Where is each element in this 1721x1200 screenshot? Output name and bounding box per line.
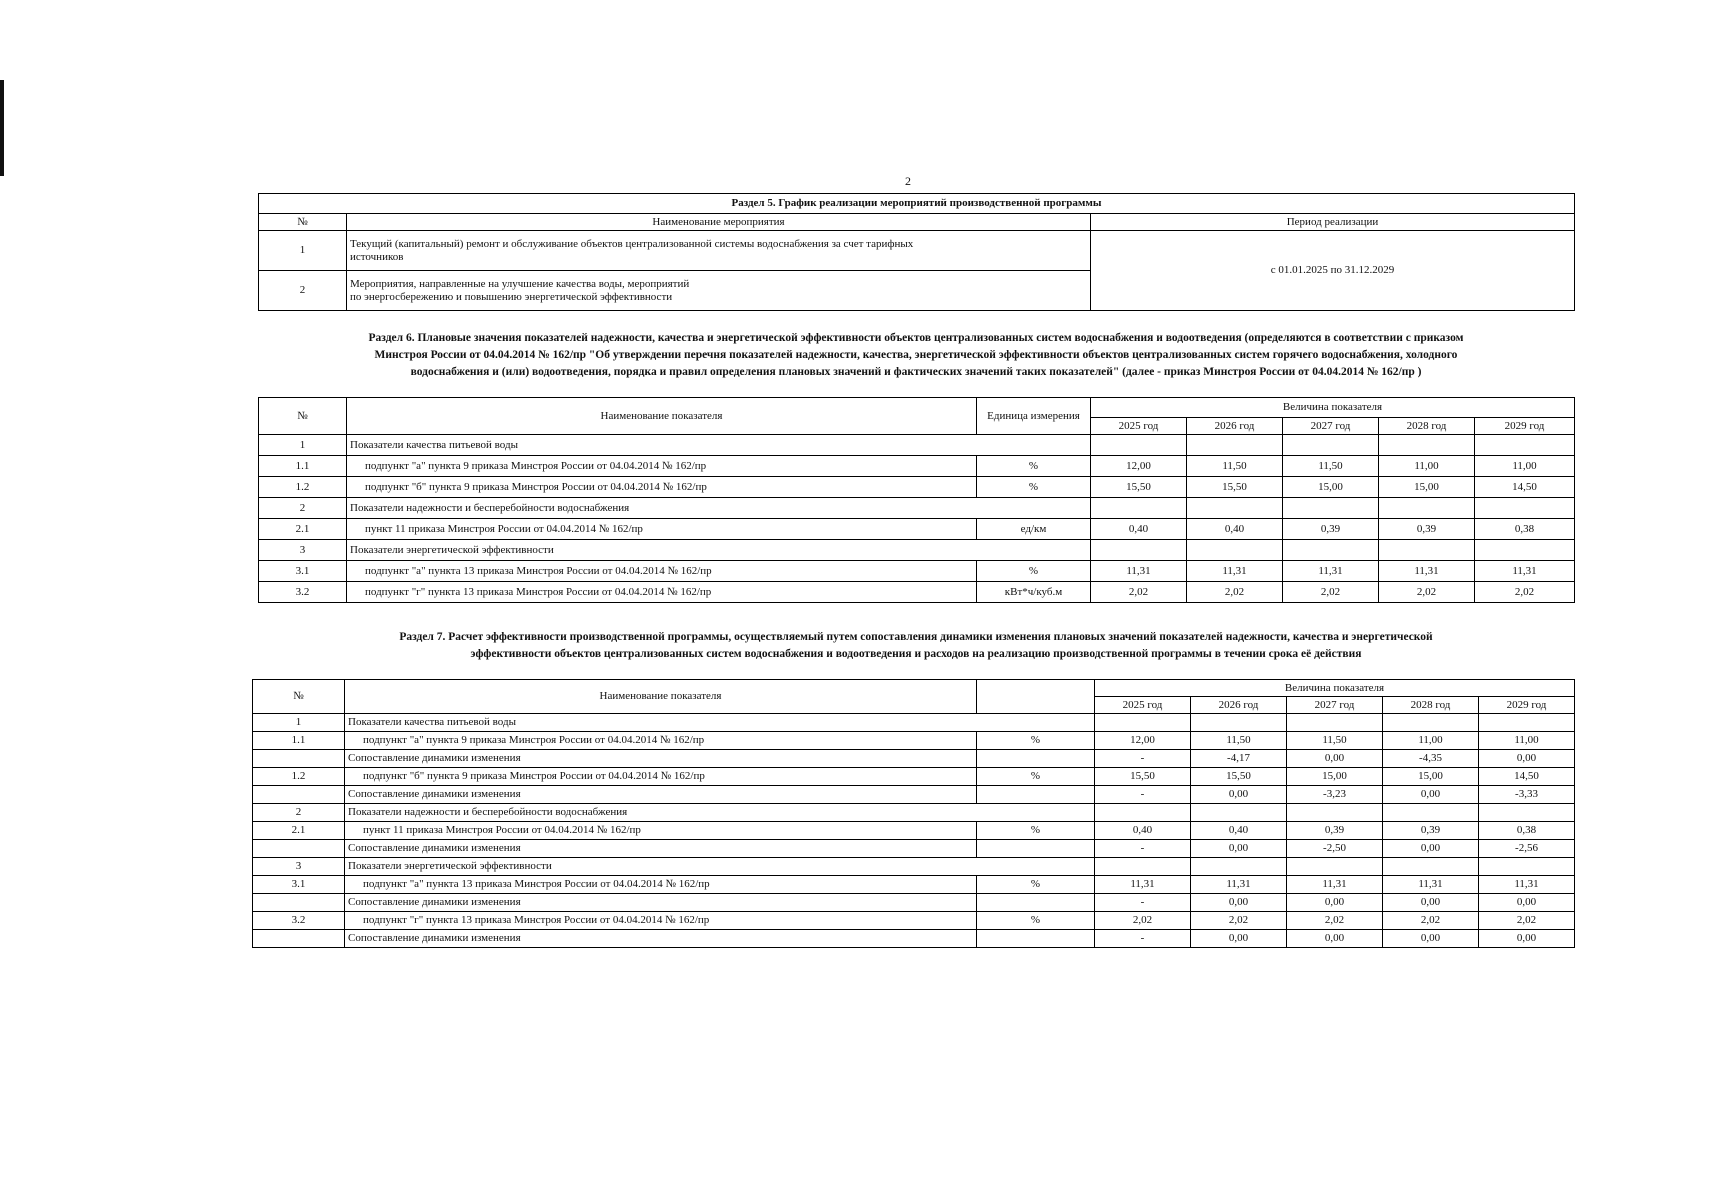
value-cell: -3,23 xyxy=(1287,786,1383,804)
value-cell xyxy=(1191,714,1287,732)
unit-cell: % xyxy=(977,732,1095,750)
value-cell: 12,00 xyxy=(1095,732,1191,750)
value-cell: 2,02 xyxy=(1383,912,1479,930)
value-cell: 11,31 xyxy=(1475,561,1575,582)
section6-title-line: Раздел 6. Плановые значения показателей надежности, качества и энергетической эффективности объектов централизованных систем водоснабжения и водоотведения (определяются в соответствии с приказом xyxy=(368,332,1464,344)
indicator-name: Сопоставление динамики изменения xyxy=(345,840,977,858)
unit-cell: ед/км xyxy=(977,519,1091,540)
value-cell: 2,02 xyxy=(1187,582,1283,603)
value-cell xyxy=(1283,498,1379,519)
value-cell: 0,00 xyxy=(1191,786,1287,804)
value-cell: 2,02 xyxy=(1379,582,1475,603)
value-cell: 11,31 xyxy=(1191,876,1287,894)
value-cell: 11,31 xyxy=(1479,876,1575,894)
indicator-name: Сопоставление динамики изменения xyxy=(345,930,977,948)
value-cell: 15,50 xyxy=(1091,477,1187,498)
row-number xyxy=(253,930,345,948)
value-cell xyxy=(1187,498,1283,519)
value-cell: - xyxy=(1095,840,1191,858)
value-cell: 15,00 xyxy=(1383,768,1479,786)
value-cell xyxy=(1475,540,1575,561)
row-number xyxy=(253,840,345,858)
value-cell: -4,17 xyxy=(1191,750,1287,768)
table-row xyxy=(253,804,1575,822)
section7-table xyxy=(252,679,1575,948)
unit-cell: % xyxy=(977,561,1091,582)
table-row xyxy=(253,894,1575,912)
table-row xyxy=(253,786,1575,804)
value-cell: 11,50 xyxy=(1187,456,1283,477)
value-cell xyxy=(1091,498,1187,519)
value-cell xyxy=(1287,804,1383,822)
indicator-name: подпункт "г" пункта 13 приказа Минстроя России от 04.04.2014 № 162/пр xyxy=(345,912,977,930)
unit-cell: % xyxy=(977,822,1095,840)
section7-year-header: 2025 год xyxy=(1095,697,1191,714)
section7-title xyxy=(258,629,1574,663)
value-cell: 2,02 xyxy=(1095,912,1191,930)
value-cell: 0,00 xyxy=(1287,930,1383,948)
table-row xyxy=(259,540,1575,561)
group-title: Показатели надежности и бесперебойности водоснабжения xyxy=(347,498,1091,519)
value-cell: 0,00 xyxy=(1383,786,1479,804)
value-cell: 0,40 xyxy=(1091,519,1187,540)
value-cell: 2,02 xyxy=(1191,912,1287,930)
value-cell: 0,40 xyxy=(1187,519,1283,540)
value-cell xyxy=(1191,858,1287,876)
indicator-name: подпункт "а" пункта 9 приказа Минстроя России от 04.04.2014 № 162/пр xyxy=(345,732,977,750)
value-cell: 11,00 xyxy=(1383,732,1479,750)
indicator-name: пункт 11 приказа Минстроя России от 04.04.2014 № 162/пр xyxy=(347,519,977,540)
value-cell: 0,00 xyxy=(1383,840,1479,858)
page-number: 2 xyxy=(905,174,911,188)
value-cell: -3,33 xyxy=(1479,786,1575,804)
unit-cell xyxy=(977,894,1095,912)
row-number: 3 xyxy=(253,858,345,876)
section5-row-no: 2 xyxy=(259,271,347,311)
section5-row-no: 1 xyxy=(259,231,347,271)
row-number: 2.1 xyxy=(259,519,347,540)
indicator-name: подпункт "а" пункта 13 приказа Минстроя России от 04.04.2014 № 162/пр xyxy=(345,876,977,894)
table-row xyxy=(253,714,1575,732)
row-number: 1.1 xyxy=(253,732,345,750)
row-number: 1.2 xyxy=(253,768,345,786)
table-row xyxy=(259,519,1575,540)
row-number: 2 xyxy=(253,804,345,822)
value-cell: 0,40 xyxy=(1191,822,1287,840)
value-cell: - xyxy=(1095,750,1191,768)
value-cell: 11,31 xyxy=(1287,876,1383,894)
section7-title-line: Раздел 7. Расчет эффективности производственной программы, осуществляемый путем сопоставления динамики изменения плановых значений показателей надежности, качества и энергетической xyxy=(399,631,1433,643)
section7-year-header: 2026 год xyxy=(1191,697,1287,714)
indicator-name: подпункт "б" пункта 9 приказа Минстроя России от 04.04.2014 № 162/пр xyxy=(347,477,977,498)
value-cell: 0,39 xyxy=(1379,519,1475,540)
value-cell: - xyxy=(1095,930,1191,948)
value-cell xyxy=(1091,435,1187,456)
group-title: Показатели качества питьевой воды xyxy=(345,714,1095,732)
section7-col-no: № xyxy=(253,680,345,714)
section5-col-period: Период реализации xyxy=(1091,214,1575,231)
value-cell xyxy=(1479,858,1575,876)
value-cell: 11,00 xyxy=(1479,732,1575,750)
section7-year-header: 2028 год xyxy=(1383,697,1479,714)
value-cell: 11,31 xyxy=(1283,561,1379,582)
unit-cell: % xyxy=(977,912,1095,930)
section5-row-name xyxy=(347,231,1091,271)
row-number xyxy=(253,786,345,804)
value-cell: 14,50 xyxy=(1475,477,1575,498)
table-row xyxy=(253,876,1575,894)
table-row xyxy=(253,858,1575,876)
row-number: 3.1 xyxy=(253,876,345,894)
value-cell: 11,00 xyxy=(1475,456,1575,477)
value-cell: 0,00 xyxy=(1287,750,1383,768)
value-cell: 11,50 xyxy=(1191,732,1287,750)
value-cell: 0,00 xyxy=(1383,930,1479,948)
section6-title-line: водоснабжения и (или) водоотведения, порядка и правил определения плановых значений и фактических значений таких показателей" (далее - приказ Минстроя России от 04.04.2014 № 162/пр ) xyxy=(410,366,1422,378)
value-cell: 0,00 xyxy=(1383,894,1479,912)
value-cell: 0,00 xyxy=(1191,930,1287,948)
value-cell: 11,31 xyxy=(1095,876,1191,894)
section6-title-line: Минстроя России от 04.04.2014 № 162/пр "Об утверждении перечня показателей надежности, качества, энергетической эффективности объектов централизованных систем горячего водоснабжения, холодного xyxy=(374,349,1458,361)
table-row xyxy=(253,822,1575,840)
value-cell: 11,50 xyxy=(1287,732,1383,750)
unit-cell: % xyxy=(977,876,1095,894)
row-number xyxy=(253,750,345,768)
unit-cell: кВт*ч/куб.м xyxy=(977,582,1091,603)
row-number: 1.1 xyxy=(259,456,347,477)
value-cell: 11,31 xyxy=(1379,561,1475,582)
section5-table xyxy=(258,193,1575,311)
section7-col-name: Наименование показателя xyxy=(345,680,977,714)
value-cell: 12,00 xyxy=(1091,456,1187,477)
unit-cell xyxy=(977,750,1095,768)
section7-title-line: эффективности объектов централизованных систем водоснабжения и водоотведения и расходов на реализацию производственной программы в течении срока её действия xyxy=(470,648,1362,660)
section5-row-name-line: источников xyxy=(350,250,404,263)
section7-col-unit xyxy=(977,680,1095,714)
row-number: 3.1 xyxy=(259,561,347,582)
indicator-name: подпункт "а" пункта 9 приказа Минстроя России от 04.04.2014 № 162/пр xyxy=(347,456,977,477)
value-cell xyxy=(1479,804,1575,822)
unit-cell: % xyxy=(977,456,1091,477)
table-row xyxy=(259,477,1575,498)
row-number: 3.2 xyxy=(253,912,345,930)
value-cell xyxy=(1095,714,1191,732)
value-cell xyxy=(1383,858,1479,876)
value-cell: 15,00 xyxy=(1287,768,1383,786)
row-number xyxy=(253,894,345,912)
row-number: 3 xyxy=(259,540,347,561)
value-cell xyxy=(1379,498,1475,519)
value-cell: 0,39 xyxy=(1283,519,1379,540)
value-cell: 2,02 xyxy=(1287,912,1383,930)
value-cell xyxy=(1187,435,1283,456)
section6-table xyxy=(258,397,1575,603)
section5-period: с 01.01.2025 по 31.12.2029 xyxy=(1091,231,1575,311)
section5-row-name-line: по энергосбережению и повышению энергетической эффективности xyxy=(350,290,673,303)
section5-row-name-line: Мероприятия, направленные на улучшение качества воды, мероприятий xyxy=(350,277,690,290)
group-title: Показатели энергетической эффективности xyxy=(347,540,1091,561)
scan-edge-mark xyxy=(0,80,4,176)
group-title: Показатели качества питьевой воды xyxy=(347,435,1091,456)
section5-col-name: Наименование мероприятия xyxy=(347,214,1091,231)
value-cell: 0,39 xyxy=(1383,822,1479,840)
section7-col-value: Величина показателя xyxy=(1095,680,1575,697)
value-cell xyxy=(1191,804,1287,822)
value-cell xyxy=(1479,714,1575,732)
table-row xyxy=(253,840,1575,858)
section6-year-header: 2029 год xyxy=(1475,418,1575,435)
indicator-name: пункт 11 приказа Минстроя России от 04.04.2014 № 162/пр xyxy=(345,822,977,840)
section6-col-value: Величина показателя xyxy=(1091,398,1575,418)
section6-col-unit: Единица измерения xyxy=(977,398,1091,435)
table-row xyxy=(253,732,1575,750)
unit-cell: % xyxy=(977,477,1091,498)
value-cell: 15,00 xyxy=(1283,477,1379,498)
section6-col-name: Наименование показателя xyxy=(347,398,977,435)
unit-cell xyxy=(977,786,1095,804)
table-row xyxy=(259,582,1575,603)
value-cell xyxy=(1091,540,1187,561)
value-cell: - xyxy=(1095,786,1191,804)
indicator-name: подпункт "а" пункта 13 приказа Минстроя России от 04.04.2014 № 162/пр xyxy=(347,561,977,582)
value-cell xyxy=(1283,540,1379,561)
value-cell xyxy=(1095,804,1191,822)
section6-year-header: 2027 год xyxy=(1283,418,1379,435)
section6-year-header: 2025 год xyxy=(1091,418,1187,435)
value-cell xyxy=(1287,858,1383,876)
value-cell: 11,00 xyxy=(1379,456,1475,477)
section5-title: Раздел 5. График реализации мероприятий производственной программы xyxy=(259,194,1575,214)
value-cell: 15,50 xyxy=(1187,477,1283,498)
value-cell xyxy=(1283,435,1379,456)
indicator-name: Сопоставление динамики изменения xyxy=(345,750,977,768)
value-cell xyxy=(1379,540,1475,561)
group-title: Показатели энергетической эффективности xyxy=(345,858,1095,876)
value-cell xyxy=(1383,804,1479,822)
value-cell xyxy=(1383,714,1479,732)
section5-row-name xyxy=(347,271,1091,311)
value-cell: 11,31 xyxy=(1187,561,1283,582)
table-row xyxy=(253,912,1575,930)
section5-row-name-line: Текущий (капитальный) ремонт и обслуживание объектов централизованной системы водоснабжения за счет тарифных xyxy=(350,237,914,250)
value-cell: 0,40 xyxy=(1095,822,1191,840)
value-cell: 15,50 xyxy=(1191,768,1287,786)
value-cell: 0,38 xyxy=(1479,822,1575,840)
value-cell: 0,00 xyxy=(1479,750,1575,768)
table-row xyxy=(259,456,1575,477)
section6-year-header: 2028 год xyxy=(1379,418,1475,435)
value-cell: 2,02 xyxy=(1091,582,1187,603)
value-cell xyxy=(1475,435,1575,456)
table-row xyxy=(253,750,1575,768)
value-cell: 2,02 xyxy=(1283,582,1379,603)
section6-title xyxy=(258,330,1574,381)
value-cell: 2,02 xyxy=(1475,582,1575,603)
row-number: 1 xyxy=(253,714,345,732)
value-cell: 2,02 xyxy=(1479,912,1575,930)
indicator-name: подпункт "г" пункта 13 приказа Минстроя России от 04.04.2014 № 162/пр xyxy=(347,582,977,603)
row-number: 2.1 xyxy=(253,822,345,840)
group-title: Показатели надежности и бесперебойности водоснабжения xyxy=(345,804,1095,822)
table-row xyxy=(259,561,1575,582)
table-row xyxy=(259,435,1575,456)
value-cell: 0,00 xyxy=(1479,930,1575,948)
value-cell: 0,00 xyxy=(1479,894,1575,912)
table-row xyxy=(259,498,1575,519)
row-number: 1.2 xyxy=(259,477,347,498)
value-cell: 15,00 xyxy=(1379,477,1475,498)
section5-col-no: № xyxy=(259,214,347,231)
unit-cell: % xyxy=(977,768,1095,786)
value-cell: 0,00 xyxy=(1287,894,1383,912)
value-cell: 0,38 xyxy=(1475,519,1575,540)
value-cell xyxy=(1187,540,1283,561)
value-cell: - xyxy=(1095,894,1191,912)
section7-year-header: 2027 год xyxy=(1287,697,1383,714)
section6-col-no: № xyxy=(259,398,347,435)
value-cell: 15,50 xyxy=(1095,768,1191,786)
value-cell: 0,39 xyxy=(1287,822,1383,840)
unit-cell xyxy=(977,930,1095,948)
value-cell: -2,50 xyxy=(1287,840,1383,858)
value-cell: -4,35 xyxy=(1383,750,1479,768)
row-number: 1 xyxy=(259,435,347,456)
value-cell: 0,00 xyxy=(1191,840,1287,858)
value-cell xyxy=(1379,435,1475,456)
value-cell xyxy=(1475,498,1575,519)
value-cell: 0,00 xyxy=(1191,894,1287,912)
indicator-name: Сопоставление динамики изменения xyxy=(345,786,977,804)
value-cell: 11,31 xyxy=(1383,876,1479,894)
row-number: 2 xyxy=(259,498,347,519)
indicator-name: Сопоставление динамики изменения xyxy=(345,894,977,912)
value-cell: -2,56 xyxy=(1479,840,1575,858)
section6-year-header: 2026 год xyxy=(1187,418,1283,435)
table-row xyxy=(253,930,1575,948)
value-cell xyxy=(1095,858,1191,876)
indicator-name: подпункт "б" пункта 9 приказа Минстроя России от 04.04.2014 № 162/пр xyxy=(345,768,977,786)
value-cell xyxy=(1287,714,1383,732)
value-cell: 14,50 xyxy=(1479,768,1575,786)
unit-cell xyxy=(977,840,1095,858)
table-row xyxy=(253,768,1575,786)
section7-year-header: 2029 год xyxy=(1479,697,1575,714)
row-number: 3.2 xyxy=(259,582,347,603)
value-cell: 11,31 xyxy=(1091,561,1187,582)
value-cell: 11,50 xyxy=(1283,456,1379,477)
